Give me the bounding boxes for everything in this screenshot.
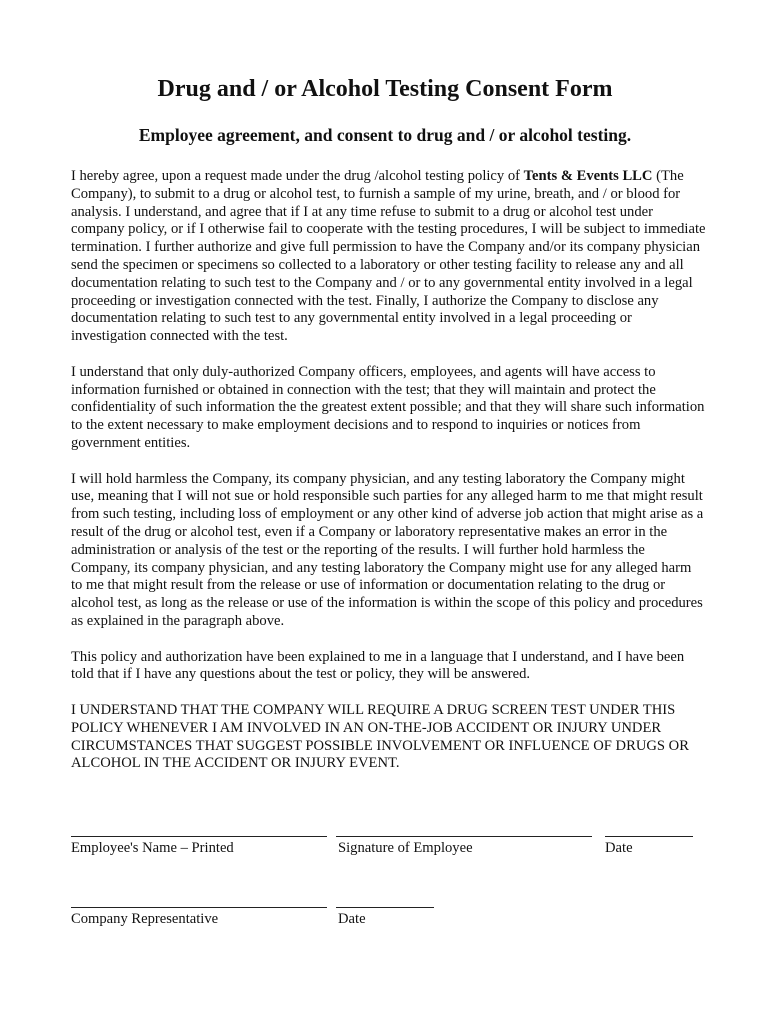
- company-rep-line[interactable]: [71, 907, 327, 908]
- page-subtitle: Employee agreement, and consent to drug and / or alcohol testing.: [138, 125, 632, 145]
- form-body: [71, 168, 706, 773]
- paragraph-consent: [71, 168, 706, 346]
- page-title: Drug and / or Alcohol Testing Consent Form: [157, 76, 613, 102]
- company-date-line[interactable]: [336, 907, 434, 908]
- employee-signature-label: Signature of Employee: [338, 840, 473, 856]
- company-name: Tents & Events LLC: [523, 168, 653, 184]
- paragraph-consent-intro: I hereby agree, upon a request made under the drug /alcohol testing policy of: [71, 168, 524, 184]
- paragraph-explanation: This policy and authorization have been explained to me in a language that I understand, and I have been told that if I have any questions about the test or policy, they will be answered.: [71, 648, 685, 683]
- employee-date-line[interactable]: [605, 836, 693, 837]
- employee-name-line[interactable]: [71, 836, 327, 837]
- employee-signature-line[interactable]: [336, 836, 592, 837]
- employee-date-label: Date: [605, 840, 633, 856]
- employee-name-label: Employee's Name – Printed: [71, 840, 234, 856]
- paragraph-consent-rest: (The Company), to submit to a drug or alcohol test, to furnish a sample of my urine, breath, and / or blood for analysis. I understand, and agree that if I at any time refuse to submit to a drug or alcohol test under company policy, or if I otherwise fail to cooperate with the testing procedures, I will be subject to immediate termination. I further authorize and give full permission to have the Company and/or its company physician send the specimen or specimens so collected to a laboratory or other testing facility to release any and all documentation relating to such test to the Company and / or to any governmental entity involved in a legal proceeding or investigation connected with the test. Finally, I authorize the Company to disclose any documentation relating to such test to any governmental entity involved in a legal proceeding or investigation connected with the test.: [71, 168, 706, 345]
- company-date-label: Date: [338, 911, 366, 927]
- paragraph-hold-harmless: I will hold harmless the Company, its company physician, and any testing laboratory the Company might use, meaning that I will not sue or hold responsible such parties for any alleged harm to me that might result from such testing, including loss of employment or any other kind of adverse job action that might arise as a result of the drug or alcohol test, even if a Company or laboratory representative makes an error in the administration or analysis of the test or the reporting of the results. I will further hold harmless the Company, its company physician, and any testing laboratory the Company might use for any alleged harm to me that might result from the release or use of information or documentation relating to the drug or alcohol test, as long as the release or use of the information is within the scope of this policy and procedures as explained in the paragraph above.: [71, 470, 704, 629]
- paragraph-confidentiality: I understand that only duly-authorized Company officers, employees, and agents will have access to information furnished or obtained in connection with the test; that they will maintain and protect the confidentiality of such information the the greatest extent possible; and that they will share such information to the extent necessary to make employment decisions and to respond to inquiries or notices from government entities.: [71, 363, 705, 451]
- paragraph-requirement: I UNDERSTAND THAT THE COMPANY WILL REQUIRE A DRUG SCREEN TEST UNDER THIS POLICY WHENEVER I AM INVOLVED IN AN ON-THE-JOB ACCIDENT OR INJURY UNDER CIRCUMSTANCES THAT SUGGEST POSSIBLE INVOLVEMENT OR INFLUENCE OF DRUGS OR ALCOHOL IN THE ACCIDENT OR INJURY EVENT.: [71, 701, 689, 772]
- company-rep-label: Company Representative: [71, 911, 219, 927]
